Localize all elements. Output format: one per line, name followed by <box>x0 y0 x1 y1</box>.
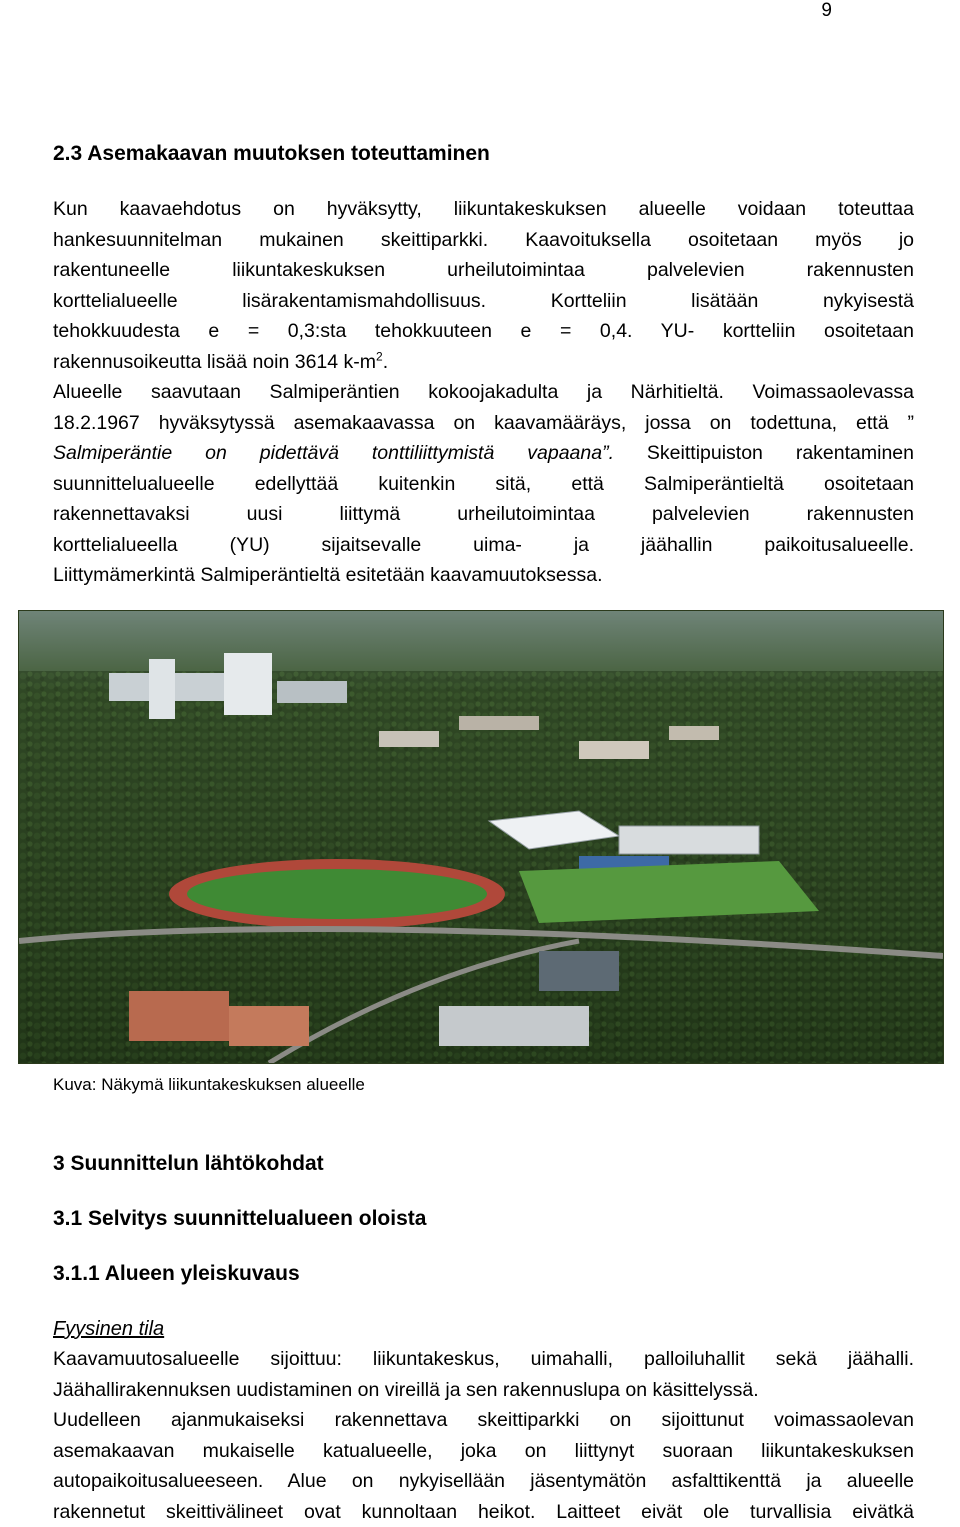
aerial-photo <box>18 610 944 1064</box>
paragraph-line: Uudelleen ajanmukaiseksi rakennettava skeittiparkki on sijoittunut voimassaolevan <box>53 1405 914 1436</box>
paragraph-line: asemakaavan mukaiselle katualueelle, joka on liittynyt suoraan liikuntakeskuksen <box>53 1436 914 1467</box>
distant-building <box>277 681 347 703</box>
page-number: 9 <box>0 0 832 22</box>
section-2-3-paragraph <box>53 194 914 591</box>
silo-building <box>224 653 272 715</box>
paragraph-line: rakentuneelle liikuntakeskuksen urheilutoimintaa palvelevien rakennusten <box>53 255 914 286</box>
paragraph-line: korttelialueelle lisärakentamismahdollisuus. Kortteliin lisätään nykyisestä <box>53 286 914 317</box>
sports-hall <box>619 826 759 854</box>
subheading-physical-state: Fyysinen tila <box>53 1315 164 1343</box>
foreground-building <box>439 1006 589 1046</box>
section-heading-3-1: 3.1 Selvitys suunnittelualueen oloista <box>53 1206 426 1232</box>
paragraph-line: rakennettavaksi uusi liittymä urheilutoimintaa palvelevien rakennusten <box>53 499 914 530</box>
building-rights-text: rakennusoikeutta lisää noin 3614 k-m <box>53 351 376 373</box>
period: . <box>383 351 388 373</box>
paragraph-line: suunnittelualueelle edellyttää kuitenkin sitä, että Salmiperäntieltä osoitetaan <box>53 469 914 500</box>
aerial-photo-illustration <box>19 611 943 1063</box>
section-heading-3: 3 Suunnittelun lähtökohdat <box>53 1151 324 1177</box>
house <box>579 741 649 759</box>
dark-roof-building <box>539 951 619 991</box>
paragraph-line: rakennetut skeittivälineet ovat kunnoltaan heikot. Laitteet eivät ole turvallisia eivätkä <box>53 1497 914 1527</box>
paragraph-line: hankesuunnitelman mukainen skeittiparkki. Kaavoituksella osoitetaan myös jo <box>53 225 914 256</box>
paragraph-line: Jäähallirakennuksen uudistaminen on vireillä ja sen rakennuslupa on käsittelyssä. <box>53 1375 914 1406</box>
section-heading-2-3: 2.3 Asemakaavan muutoksen toteuttaminen <box>53 141 490 167</box>
figure-caption: Kuva: Näkymä liikuntakeskuksen alueelle <box>53 1073 365 1097</box>
paragraph-text: Skeittipuiston rakentaminen <box>614 442 914 464</box>
paragraph-line: Liittymämerkintä Salmiperäntieltä esitetään kaavamuutoksessa. <box>53 560 914 591</box>
paragraph-line: 18.2.1967 hyväksytyssä asemakaavassa on kaavamääräys, jossa on todettuna, että ” <box>53 408 914 439</box>
section-heading-3-1-1: 3.1.1 Alueen yleiskuvaus <box>53 1261 300 1287</box>
paragraph-line: Kaavamuutosalueelle sijoittuu: liikuntakeskus, uimahalli, palloiluhallit sekä jäähalli. <box>53 1344 914 1375</box>
tall-building <box>149 659 175 719</box>
house <box>459 716 539 730</box>
section-3-1-1-paragraph <box>53 1344 914 1527</box>
paragraph-line: Kun kaavaehdotus on hyväksytty, liikuntakeskuksen alueelle voidaan toteuttaa <box>53 194 914 225</box>
paragraph-line <box>53 438 914 469</box>
house <box>379 731 439 747</box>
apartment-building <box>229 1006 309 1046</box>
paragraph-line: Alueelle saavutaan Salmiperäntien kokoojakadulta ja Närhitieltä. Voimassaolevassa <box>53 377 914 408</box>
football-field <box>187 869 487 919</box>
paragraph-line <box>53 347 914 378</box>
paragraph-line: tehokkuudesta e = 0,3:sta tehokkuuteen e = 0,4. YU- kortteliin osoitetaan <box>53 316 914 347</box>
house <box>669 726 719 740</box>
paragraph-line: korttelialueella (YU) sijaitsevalle uima- ja jäähallin paikoitusalueelle. <box>53 530 914 561</box>
quoted-regulation: Salmiperäntie on pidettävä tonttiliittymistä vapaana”. <box>53 442 614 464</box>
paragraph-line: autopaikoitusalueeseen. Alue on nykyisellään jäsentymätön asfalttikenttä ja alueelle <box>53 1466 914 1497</box>
apartment-building <box>129 991 229 1041</box>
superscript-2: 2 <box>376 349 383 363</box>
